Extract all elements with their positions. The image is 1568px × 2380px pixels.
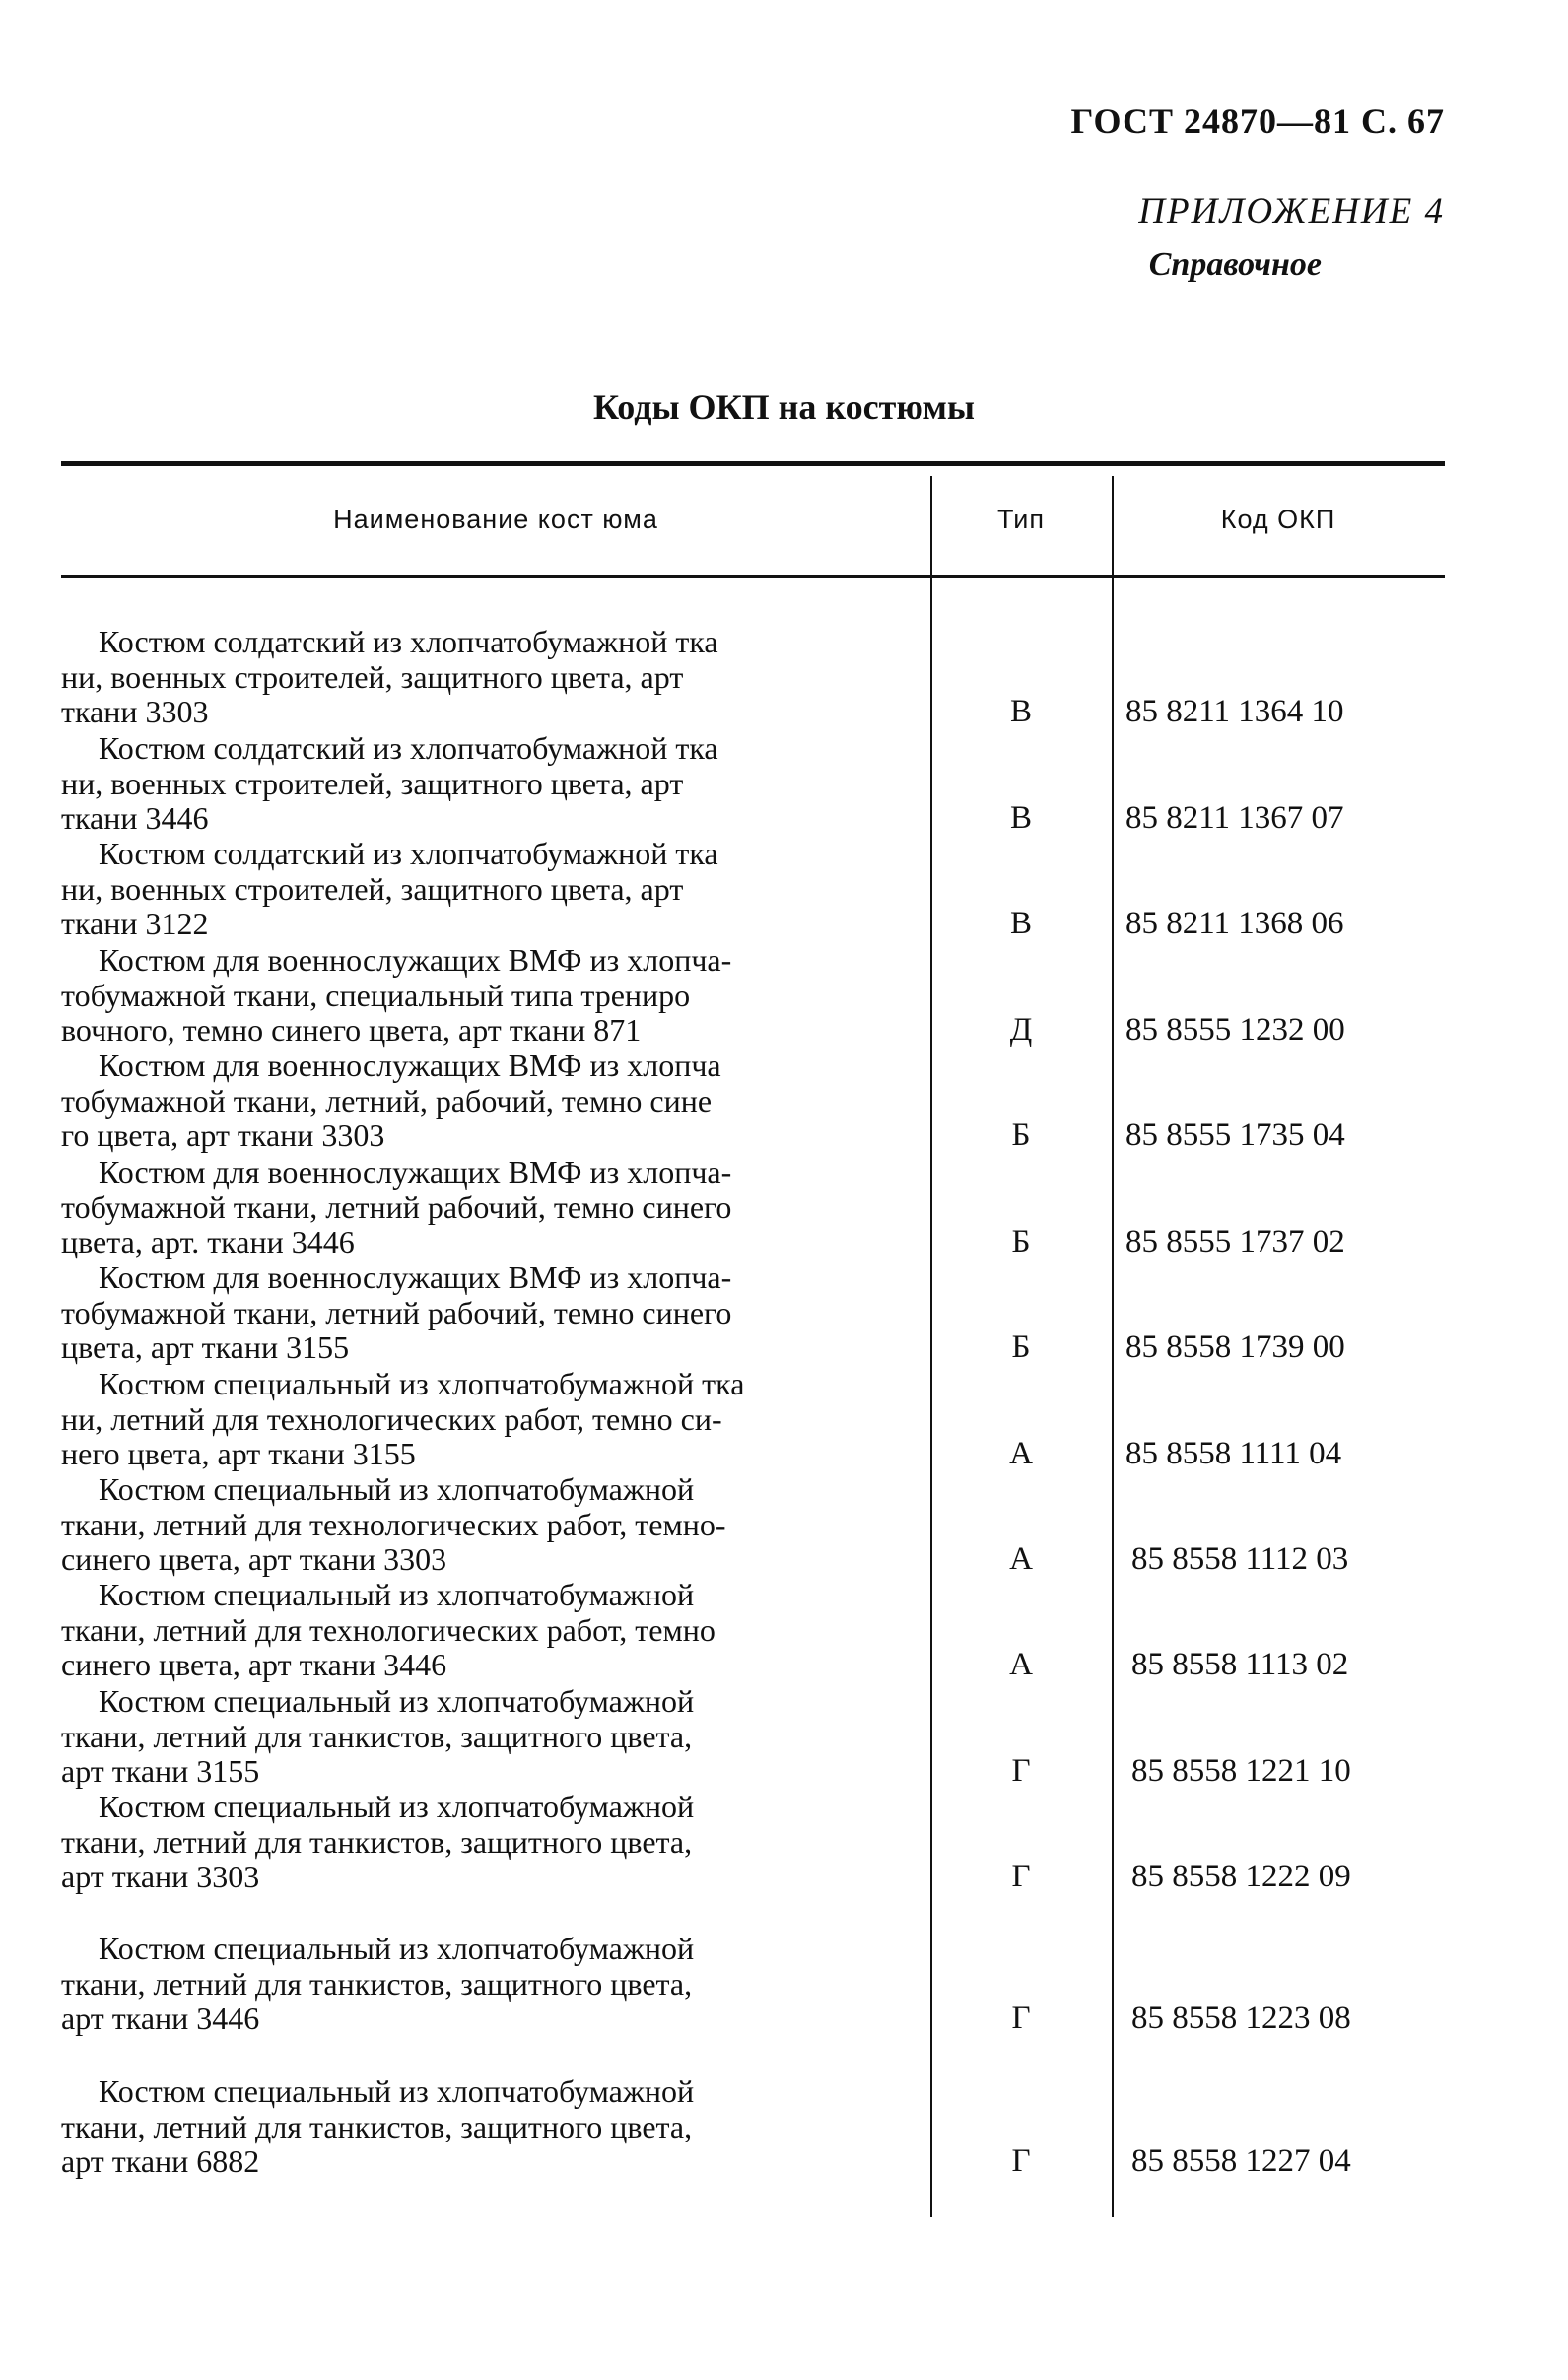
okp-code: 85 8211 1367 07 — [1125, 800, 1344, 836]
costume-name-line: ни, летний для технологических работ, темно си- — [61, 1400, 722, 1437]
costume-type: Б — [1011, 1329, 1031, 1365]
okp-code: 85 8558 1739 00 — [1125, 1329, 1345, 1365]
okp-code: 85 8211 1364 10 — [1125, 694, 1344, 729]
costume-name-line: цвета, арт ткани 3155 — [61, 1329, 350, 1365]
costume-name-line: ткани 3303 — [61, 694, 209, 729]
costume-type: А — [1009, 1436, 1033, 1471]
costume-type: Г — [1011, 1753, 1031, 1789]
okp-code: 85 8558 1223 08 — [1131, 2001, 1351, 2036]
costume-name-line: Костюм специальный из хлопчатобумажной — [99, 2074, 695, 2109]
column-header-name: Наименование кост юма — [333, 505, 658, 534]
costume-name — [61, 943, 919, 1049]
okp-code: 85 8211 1368 06 — [1125, 906, 1344, 941]
costume-type: Б — [1011, 1224, 1031, 1259]
costume-name — [61, 837, 919, 942]
costume-name-line: Костюм для военнослужащих ВМФ из хлопча- — [99, 1154, 732, 1190]
costume-name — [61, 1578, 919, 1683]
table-title: Коды ОКП на костюмы — [592, 387, 976, 427]
costume-name — [61, 1684, 919, 1790]
okp-code: 85 8558 1227 04 — [1131, 2143, 1351, 2179]
costume-name-line: арт ткани 6882 — [61, 2143, 260, 2179]
costume-name-line: тобумажной ткани, летний рабочий, темно синего — [61, 1189, 732, 1225]
column-divider — [1112, 476, 1114, 2217]
costume-name — [61, 1155, 919, 1260]
okp-code: 85 8558 1113 02 — [1131, 1647, 1349, 1682]
costume-name-line: ткани, летний для технологических работ, темно- — [61, 1506, 726, 1542]
costume-type: А — [1009, 1541, 1033, 1577]
costume-name-line: Костюм специальный из хлопчатобумажной тка — [99, 1366, 745, 1401]
page-header: ГОСТ 24870—81 С. 67 — [1070, 102, 1445, 141]
costume-name-line: ткани, летний для технологических работ, темно — [61, 1611, 716, 1648]
costume-name — [61, 625, 919, 730]
costume-name-line: ткани 3446 — [61, 800, 209, 836]
costume-name — [61, 1932, 919, 2037]
costume-name-line: Костюм солдатский из хлопчатобумажной тка — [99, 730, 718, 766]
costume-name-line: синего цвета, арт ткани 3303 — [61, 1541, 447, 1577]
costume-name-line: ткани, летний для танкистов, защитного цвета, — [61, 1965, 693, 2002]
okp-code: 85 8558 1221 10 — [1131, 1753, 1351, 1789]
costume-name — [61, 1472, 919, 1578]
costume-name-line: Костюм специальный из хлопчатобумажной — [99, 1683, 695, 1719]
appendix-label: ПРИЛОЖЕНИЕ 4 — [1138, 191, 1445, 232]
costume-name-line: вочного, темно синего цвета, арт ткани 871 — [61, 1012, 642, 1048]
costume-type: А — [1009, 1647, 1033, 1682]
okp-code: 85 8558 1111 04 — [1125, 1436, 1342, 1471]
costume-name-line: го цвета, арт ткани 3303 — [61, 1118, 385, 1153]
costume-name-line: Костюм солдатский из хлопчатобумажной тка — [99, 624, 718, 659]
costume-name-line: ткани 3122 — [61, 906, 209, 941]
costume-type: Б — [1011, 1118, 1031, 1153]
costume-type: Г — [1011, 2143, 1031, 2179]
okp-code: 85 8555 1737 02 — [1125, 1224, 1345, 1259]
costume-name-line: ни, военных строителей, защитного цвета, арт — [61, 658, 684, 695]
costume-type: В — [1009, 694, 1032, 729]
table-top-rule — [61, 461, 1445, 466]
column-header-code: Код ОКП — [1220, 505, 1336, 534]
costume-name — [61, 1049, 919, 1154]
costume-name-line: арт ткани 3446 — [61, 2001, 260, 2036]
costume-name-line: Костюм для военнослужащих ВМФ из хлопча — [99, 1048, 721, 1083]
okp-code: 85 8555 1735 04 — [1125, 1118, 1345, 1153]
costume-name-line: Костюм специальный из хлопчатобумажной — [99, 1577, 695, 1612]
costume-name-line: ткани, летний для танкистов, защитного цвета, — [61, 1718, 693, 1754]
costume-name-line: тобумажной ткани, специальный типа трениро — [61, 977, 691, 1013]
costume-name-line: тобумажной ткани, летний рабочий, темно синего — [61, 1294, 732, 1330]
costume-name-line: него цвета, арт ткани 3155 — [61, 1436, 416, 1471]
costume-type: Г — [1011, 2001, 1031, 2036]
costume-type: Д — [1009, 1012, 1033, 1048]
costume-name-line: арт ткани 3303 — [61, 1859, 260, 1894]
costume-name-line: цвета, арт. ткани 3446 — [61, 1224, 355, 1259]
costume-type: В — [1009, 800, 1032, 836]
costume-name-line: ткани, летний для танкистов, защитного цвета, — [61, 2108, 693, 2144]
costume-name-line: Костюм специальный из хлопчатобумажной — [99, 1471, 695, 1507]
costume-name-line: тобумажной ткани, летний, рабочий, темно сине — [61, 1082, 713, 1119]
costume-name — [61, 731, 919, 837]
okp-code: 85 8555 1232 00 — [1125, 1012, 1345, 1048]
costume-type: Г — [1011, 1859, 1031, 1894]
costume-name-line: Костюм специальный из хлопчатобумажной — [99, 1789, 695, 1824]
costume-name-line: Костюм для военнослужащих ВМФ из хлопча- — [99, 1259, 732, 1295]
costume-name — [61, 1260, 919, 1366]
costume-name-line: Костюм специальный из хлопчатобумажной — [99, 1931, 695, 1966]
costume-name — [61, 1367, 919, 1472]
costume-name-line: Костюм солдатский из хлопчатобумажной тка — [99, 836, 718, 871]
okp-code: 85 8558 1222 09 — [1131, 1859, 1351, 1894]
table-header-rule — [61, 575, 1445, 578]
column-header-type: Тип — [996, 505, 1045, 534]
costume-name — [61, 1790, 919, 1895]
costume-name-line: ткани, летний для танкистов, защитного цвета, — [61, 1823, 693, 1860]
appendix-type: Справочное — [1148, 246, 1322, 283]
costume-type: В — [1009, 906, 1032, 941]
costume-name — [61, 2074, 919, 2180]
costume-name-line: ни, военных строителей, защитного цвета, арт — [61, 765, 684, 801]
costume-name-line: ни, военных строителей, защитного цвета, арт — [61, 870, 684, 907]
costume-name-line: арт ткани 3155 — [61, 1753, 260, 1789]
costume-name-line: Костюм для военнослужащих ВМФ из хлопча- — [99, 942, 732, 978]
okp-code: 85 8558 1112 03 — [1131, 1541, 1349, 1577]
costume-name-line: синего цвета, арт ткани 3446 — [61, 1647, 447, 1682]
